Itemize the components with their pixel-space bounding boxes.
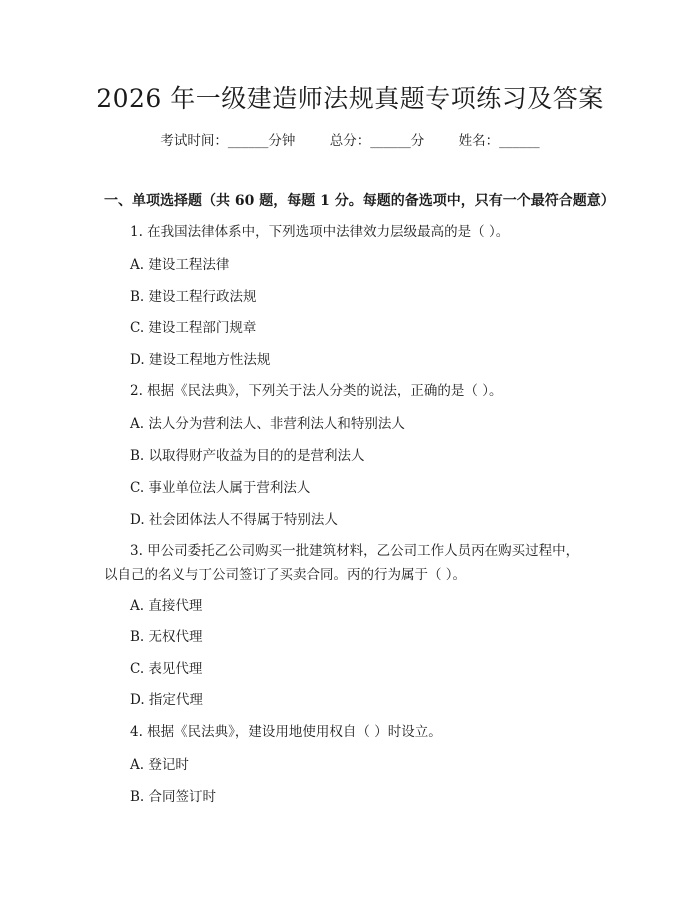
question-option: C. 建设工程部门规章 bbox=[130, 320, 257, 336]
question-option: D. 指定代理 bbox=[130, 692, 203, 708]
question-option: B. 合同签订时 bbox=[130, 789, 217, 805]
question-option: C. 表见代理 bbox=[130, 661, 203, 677]
student-name-field: 姓名：______ bbox=[458, 133, 540, 149]
section-heading: 一、单项选择题（共 60 题，每题 1 分。每题的备选项中，只有一个最符合题意） bbox=[104, 193, 615, 209]
question-option: B. 以取得财产收益为目的的是营利法人 bbox=[130, 448, 365, 464]
question-option: D. 建设工程地方性法规 bbox=[130, 352, 271, 368]
question-option: B. 建设工程行政法规 bbox=[130, 289, 257, 305]
question-stem: 4. 根据《民法典》，建设用地使用权自（ ）时设立。 bbox=[130, 724, 442, 740]
question-stem-continuation: 以自己的名义与丁公司签订了买卖合同。丙的行为属于（ ）。 bbox=[104, 567, 467, 583]
question-option: B. 无权代理 bbox=[130, 629, 203, 645]
exam-time-field: 考试时间：______分钟 bbox=[160, 133, 296, 149]
question-stem: 3. 甲公司委托乙公司购买一批建筑材料，乙公司工作人员丙在购买过程中， bbox=[130, 543, 580, 559]
question-option: A. 直接代理 bbox=[130, 598, 203, 614]
question-stem: 1. 在我国法律体系中，下列选项中法律效力层级最高的是（ ）。 bbox=[130, 224, 510, 240]
exam-info-line bbox=[0, 131, 700, 151]
total-score-field: 总分：______分 bbox=[329, 133, 425, 149]
question-option: A. 建设工程法律 bbox=[130, 257, 230, 273]
question-option: A. 法人分为营利法人、非营利法人和特别法人 bbox=[130, 416, 405, 432]
question-option: D. 社会团体法人不得属于特别法人 bbox=[130, 512, 338, 528]
question-stem: 2. 根据《民法典》，下列关于法人分类的说法，正确的是（ ）。 bbox=[130, 383, 503, 399]
document-title: 2026 年一级建造师法规真题专项练习及答案 bbox=[96, 84, 604, 113]
question-option: C. 事业单位法人属于营利法人 bbox=[130, 480, 311, 496]
question-option: A. 登记时 bbox=[130, 757, 189, 773]
